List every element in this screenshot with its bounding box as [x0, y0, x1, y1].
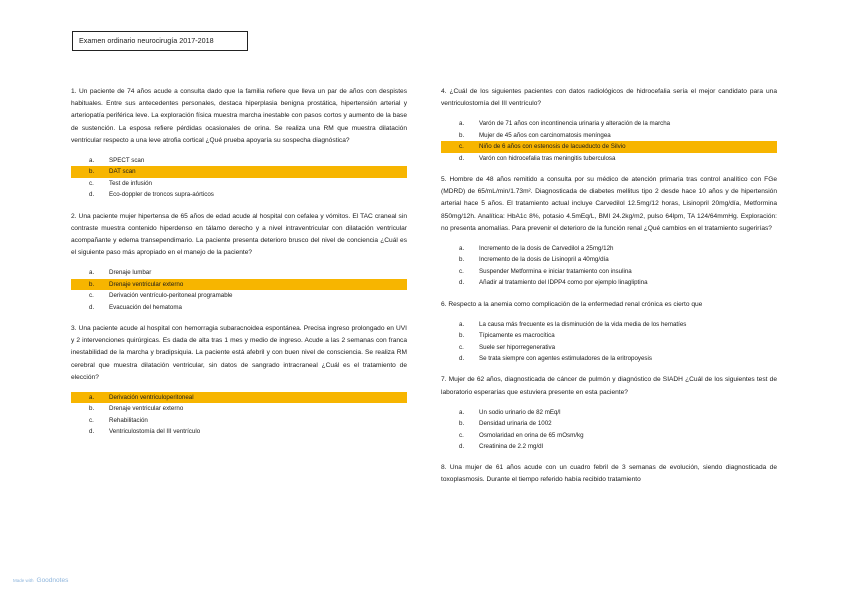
option-letter: d. [89, 191, 95, 199]
option-text: Se trata siempre con agentes estimuladores de la eritropoyesis [479, 354, 652, 362]
option-text: DAT scan [109, 168, 136, 176]
option-letter: d. [459, 279, 465, 287]
option-text: Osmolaridad en orina de 65 mOsm/kg [479, 431, 584, 439]
option-letter: d. [89, 428, 95, 436]
options-list [71, 392, 407, 438]
question-text: 2. Una paciente mujer hipertensa de 65 años de edad acude al hospital con cefalea y vómitos. El TAC craneal sin contraste muestra contenido hiperdenso en tálamo derecho y a nivel intraventricular con dilatación ventricular acompañante y edema transependimario. La paciente presenta deterioro brusco del nivel de conciencia ¿Cuál es el siguiente paso más apropiado en el manejo de la paciente? [71, 212, 407, 257]
option-item[interactable] [441, 130, 777, 141]
goodnotes-watermark [13, 577, 68, 584]
option-letter: c. [459, 143, 464, 151]
option-letter: b. [89, 280, 95, 288]
option-item[interactable] [71, 302, 407, 313]
option-text: Evacuación del hematoma [109, 303, 182, 311]
option-letter: d. [459, 442, 465, 450]
option-text: Suspender Metformina e iniciar tratamiento con insulina [479, 267, 632, 275]
option-text: Test de infusión [109, 179, 152, 187]
option-item[interactable] [441, 430, 777, 441]
option-text: Drenaje ventricular externo [109, 405, 184, 413]
option-text: Típicamente es macrocítica [479, 332, 555, 340]
option-item[interactable] [71, 290, 407, 301]
watermark-brand: Goodnotes [36, 577, 69, 584]
option-item-selected[interactable] [71, 279, 407, 290]
option-text: Eco-doppler de troncos supra-aórticos [109, 191, 214, 199]
option-letter: b. [459, 420, 465, 428]
option-letter: d. [459, 354, 465, 362]
option-text: Varón con hidrocefalia tras meningitis tuberculosa [479, 154, 616, 162]
options-list [441, 319, 777, 365]
options-list [441, 407, 777, 453]
option-item[interactable] [71, 267, 407, 278]
option-text: Rehabilitación [109, 416, 148, 424]
option-text: Drenaje ventricular externo [109, 280, 184, 288]
option-letter: c. [89, 179, 94, 187]
option-letter: d. [459, 154, 465, 162]
option-item[interactable] [441, 254, 777, 265]
page-title: Examen ordinario neurocirugía 2017-2018 [72, 31, 248, 51]
option-text: Densidad urinaria de 1002 [479, 420, 552, 428]
option-letter: a. [89, 393, 95, 401]
option-letter: a. [89, 157, 95, 165]
option-letter: b. [459, 256, 465, 264]
option-letter: c. [89, 416, 94, 424]
option-item[interactable] [441, 330, 777, 341]
option-item[interactable] [71, 415, 407, 426]
option-item[interactable] [441, 153, 777, 164]
option-item[interactable] [441, 266, 777, 277]
option-item[interactable] [71, 178, 407, 189]
option-item[interactable] [71, 155, 407, 166]
option-letter: a. [459, 408, 465, 416]
option-text: Derivación ventriculoperitoneal [109, 393, 194, 401]
option-item-selected[interactable] [441, 141, 777, 152]
option-letter: b. [459, 332, 465, 340]
option-item[interactable] [441, 342, 777, 353]
question-text: 5. Hombre de 48 años remitido a consulta por su médico de atención primaria tras control analítico con FGe (MDRD) de 65/mL/min/1.73m². Diagnosticada de diabetes mellitus tipo 2 desde hace 10 años y de hipertensión arterial hace 5 años. El tratamiento actual incluye Carvedilol 12.5mg/12 horas, Lisinopril 20mg/día, Metformina 850mg/12h. Analítica: HbA1c 8%, potasio 4.5mEq/L, BMI 24.2kg/m2, pulso 64lpm, TA 124/64mmHg. Exploración: no presenta anomalías. Para prevenir el deterioro de la función renal ¿Qué cambios en el tratamiento sugerirías? [441, 175, 777, 232]
options-list [441, 118, 777, 164]
option-item[interactable] [441, 418, 777, 429]
option-text: Derivación ventrículo-peritoneal programable [109, 292, 233, 300]
option-text: Incremento de la dosis de Lisinopril a 40mg/día [479, 256, 609, 264]
option-item[interactable] [441, 243, 777, 254]
watermark-prefix: Made with [13, 578, 34, 583]
option-item[interactable] [71, 426, 407, 437]
option-text: Incremento de la dosis de Carvedilol a 25mg/12h [479, 244, 614, 252]
option-text: La causa más frecuente es la disminución de la vida media de los hematíes [479, 320, 687, 328]
option-item[interactable] [441, 277, 777, 288]
option-text: Mujer de 45 años con carcinomatosis meníngea [479, 131, 611, 139]
option-item[interactable] [441, 407, 777, 418]
option-item[interactable] [441, 319, 777, 330]
option-text: SPECT scan [109, 157, 145, 165]
option-item-selected[interactable] [71, 166, 407, 177]
option-text: Creatinina de 2.2 mg/dl [479, 442, 543, 450]
option-letter: a. [459, 120, 465, 128]
option-letter: c. [459, 431, 464, 439]
option-letter: c. [459, 267, 464, 275]
option-text: Añadir al tratamiento del IDPP4 como por ejemplo linagliptina [479, 279, 648, 287]
options-list [71, 155, 407, 201]
question-text: 3. Una paciente acude al hospital con hemorragia subaracnoidea espontánea. Precisa ingreso prolongado en UVI y 2 intervenciones quirúrgicas. Es dada de alta tras 1 mes y medio de ingreso. Acude a las 2 semanas con franca inestabilidad de la marcha y bradipsiquia. La paciente está afebril y con buen nivel de consciencia. Se realiza RM cerebral que muestra dilatación ventricular, sin datos de sangrado intracraneal ¿Cuál es el tratamiento de elección? [71, 324, 407, 381]
option-item[interactable] [441, 441, 777, 452]
option-letter: b. [89, 168, 95, 176]
option-item-selected[interactable] [71, 392, 407, 403]
option-text: Ventriculostomía del III ventrículo [109, 428, 201, 436]
left-column [71, 86, 407, 448]
option-text: Un sodio urinario de 82 mEq/l [479, 408, 561, 416]
option-item[interactable] [71, 189, 407, 200]
question-text: 1. Un paciente de 74 años acude a consulta dado que la familia refiere que lleva un par de años con despistes habituales. Entre sus antecedentes personales, destaca hiperplasia benigna prostática, hipertensión arterial y arteriopatía periférica leve. La exploración física muestra marcha inestable con pasos cortos y aumento de la base de sustención. La esposa refiere pérdidas ocasionales de orina. Se realiza una RM que muestra dilatación ventricular respecto a una leve atrofia cortical ¿Qué prueba apoyaría su sospecha diagnóstica? [71, 88, 407, 144]
option-letter: a. [459, 244, 465, 252]
option-letter: c. [459, 343, 464, 351]
option-letter: b. [459, 131, 465, 139]
option-text: Niño de 6 años con estenosis de lacueducto de Silvio [479, 143, 626, 151]
options-list [441, 243, 777, 289]
option-item[interactable] [441, 353, 777, 364]
option-item[interactable] [441, 118, 777, 129]
option-letter: d. [89, 303, 95, 311]
option-text: Varón de 71 años con incontinencia urinaria y alteración de la marcha [479, 120, 671, 128]
options-list [71, 267, 407, 313]
right-column [441, 86, 777, 495]
option-letter: b. [89, 405, 95, 413]
option-text: Drenaje lumbar [109, 269, 152, 277]
question-text: 7. Mujer de 62 años, diagnosticada de cáncer de pulmón y diagnóstico de SIADH ¿Cuál de los siguientes test de laboratorio esperarías que estuviera presente en esta paciente? [441, 376, 777, 396]
option-item[interactable] [71, 403, 407, 414]
option-text: Suele ser hiporregenerativa [479, 343, 556, 351]
question-text: 8. Una mujer de 61 años acude con un cuadro febril de 3 semanas de evolución, siendo diagnosticada de toxoplasmosis. Durante el tiempo referido había recibido tratamiento [441, 464, 777, 484]
option-letter: a. [89, 269, 95, 277]
option-letter: a. [459, 320, 465, 328]
option-letter: c. [89, 292, 94, 300]
question-text: 6. Respecto a la anemia como complicación de la enfermedad renal crónica es cierto que [441, 300, 703, 308]
question-text: 4. ¿Cuál de los siguientes pacientes con datos radiológicos de hidrocefalia sería el mejor candidato para una ventriculostomía del III ventrículo? [441, 88, 777, 108]
